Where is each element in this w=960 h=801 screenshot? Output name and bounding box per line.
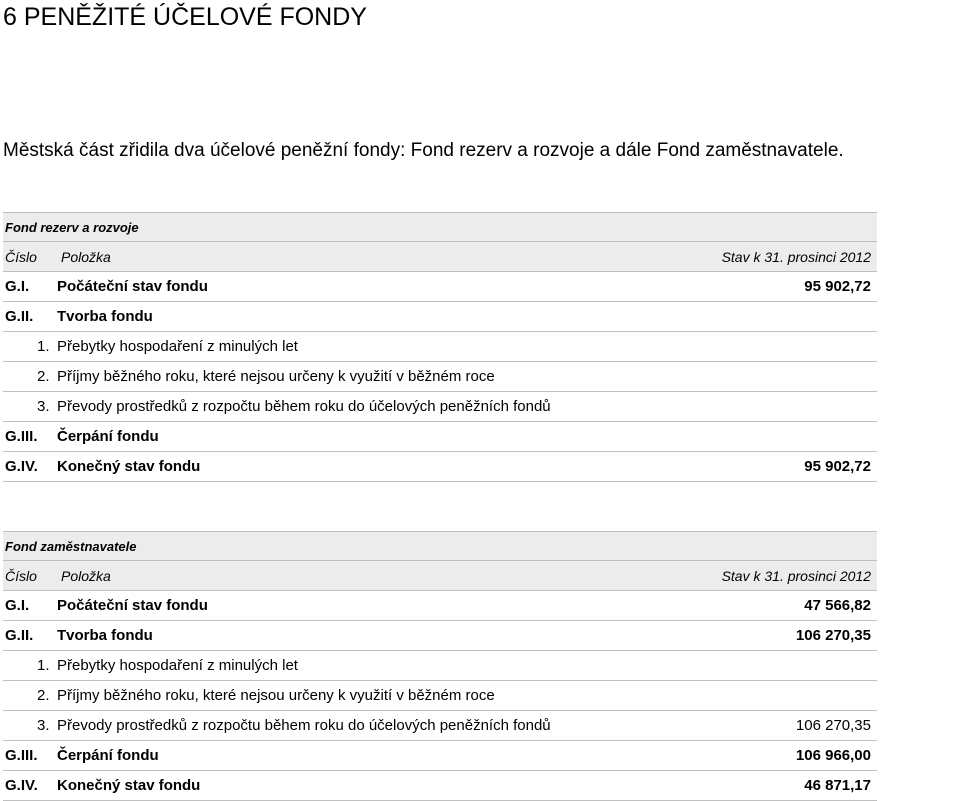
fund-table-employer (3, 531, 877, 801)
row-number: G.I. (5, 278, 30, 295)
row-label: Počáteční stav fondu (57, 597, 208, 614)
page-title: 6 PENĚŽITÉ ÚČELOVÉ FONDY (3, 3, 367, 31)
row-value: 47 566,82 (804, 597, 871, 614)
column-header-value: Stav k 31. prosinci 2012 (721, 249, 871, 265)
table-row (3, 452, 877, 482)
table-caption: Fond rezerv a rozvoje (5, 220, 139, 235)
row-label: Příjmy běžného roku, které nejsou určeny k využití v běžném roce (57, 368, 495, 385)
table-row (3, 591, 877, 621)
table-row (3, 741, 877, 771)
table-row (3, 771, 877, 801)
row-number: G.III. (5, 747, 38, 764)
column-header-number: Číslo (5, 249, 37, 265)
row-number: G.II. (5, 308, 34, 325)
table-caption: Fond zaměstnavatele (5, 539, 137, 554)
row-label: Příjmy běžného roku, které nejsou určeny k využití v běžném roce (57, 687, 495, 704)
table-header-row (3, 561, 877, 591)
table-caption-row (3, 212, 877, 242)
table-row (3, 711, 877, 741)
row-label: Převody prostředků z rozpočtu během roku do účelových peněžních fondů (57, 398, 551, 415)
row-value: 106 270,35 (795, 717, 871, 734)
table-row (3, 272, 877, 302)
row-label: Převody prostředků z rozpočtu během roku do účelových peněžních fondů (57, 717, 551, 734)
row-number: 3. (37, 717, 50, 734)
row-label: Tvorba fondu (57, 308, 153, 325)
row-label: Počáteční stav fondu (57, 278, 208, 295)
row-number: G.II. (5, 627, 34, 644)
row-value: 95 902,72 (804, 278, 871, 295)
intro-paragraph: Městská část zřidila dva účelové peněžní fondy: Fond rezerv a rozvoje a dále Fond zaměstnavatele. (3, 140, 844, 161)
row-label: Přebytky hospodaření z minulých let (57, 338, 298, 355)
table-row (3, 422, 877, 452)
row-label: Konečný stav fondu (57, 777, 201, 794)
row-label: Přebytky hospodaření z minulých let (57, 657, 298, 674)
table-header-row (3, 242, 877, 272)
row-number: 2. (37, 687, 50, 704)
row-number: G.IV. (5, 777, 38, 794)
table-row (3, 681, 877, 711)
row-number: 1. (37, 657, 50, 674)
row-value: 106 966,00 (795, 747, 871, 764)
table-row (3, 392, 877, 422)
row-number: 3. (37, 398, 50, 415)
row-number: 1. (37, 338, 50, 355)
row-label: Čerpání fondu (57, 428, 159, 445)
column-header-number: Číslo (5, 568, 37, 584)
row-number: G.III. (5, 428, 38, 445)
row-label: Konečný stav fondu (57, 458, 201, 475)
row-label: Tvorba fondu (57, 627, 153, 644)
table-row (3, 651, 877, 681)
row-number: G.IV. (5, 458, 38, 475)
table-row (3, 362, 877, 392)
row-value: 106 270,35 (795, 627, 871, 644)
row-value: 46 871,17 (804, 777, 871, 794)
fund-table-reserve (3, 212, 877, 482)
row-number: G.I. (5, 597, 30, 614)
row-number: 2. (37, 368, 50, 385)
column-header-item: Položka (61, 568, 111, 584)
column-header-value: Stav k 31. prosinci 2012 (721, 568, 871, 584)
column-header-item: Položka (61, 249, 111, 265)
row-label: Čerpání fondu (57, 747, 159, 764)
table-caption-row (3, 531, 877, 561)
table-row (3, 332, 877, 362)
row-value: 95 902,72 (804, 458, 871, 475)
table-row (3, 621, 877, 651)
table-row (3, 302, 877, 332)
